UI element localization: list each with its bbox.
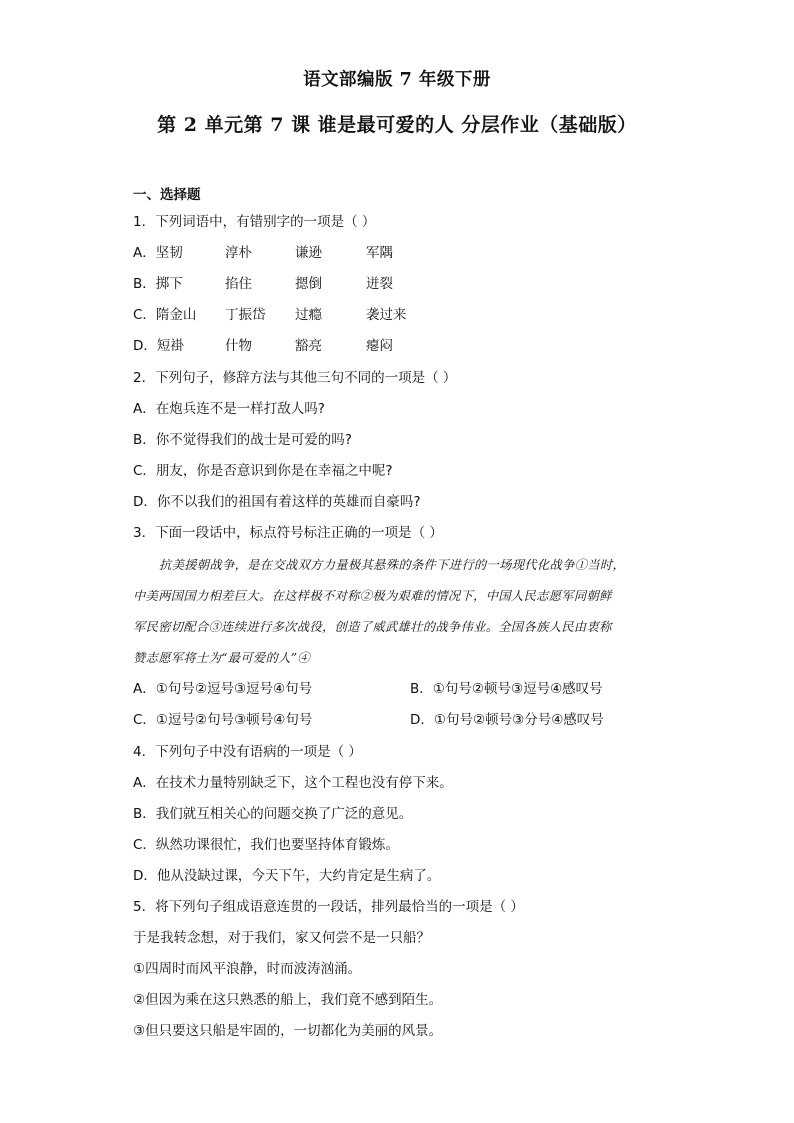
q5-item-2: ②但因为乘在这只熟悉的船上，我们竟不感到陌生。 <box>133 992 443 1008</box>
q1-option-a-word-1: A．坚韧 <box>133 245 183 261</box>
q3-option-a: A．①句号②逗号③逗号④句号 <box>133 681 313 697</box>
q1-option-a-word-3: 谦逊 <box>295 245 322 261</box>
q3-passage-line-4: 赞志愿军将士为“最可爱的人”④ <box>133 651 310 665</box>
document-title: 语文部编版 7 年级下册 <box>303 70 491 90</box>
q3-option-b: B．①句号②顿号③逗号④感叹号 <box>410 681 603 697</box>
question-1-stem: 1．下列词语中，有错别字的一项是（ ） <box>133 214 376 230</box>
q1-option-b-word-1: B．掷下 <box>133 276 183 292</box>
question-4-stem: 4．下列句子中没有语病的一项是（ ） <box>133 744 362 760</box>
question-2-stem: 2．下列句子，修辞方法与其他三句不同的一项是（ ） <box>133 370 457 386</box>
q1-option-c-word-3: 过瘾 <box>295 307 322 323</box>
q4-option-c: C．纵然功课很忙，我们也要坚持体育锻炼。 <box>133 837 399 853</box>
q1-option-d-word-2: 什物 <box>225 338 252 354</box>
q5-lead-sentence: 于是我转念想，对于我们，家又何尝不是一只船？ <box>133 930 430 946</box>
question-3-stem: 3．下面一段话中，标点符号标注正确的一项是（ ） <box>133 525 443 541</box>
q1-option-b-word-3: 摁倒 <box>295 276 322 292</box>
q4-option-d: D．他从没缺过课，今天下午，大约肯定是生病了。 <box>133 868 441 884</box>
q3-option-c: C．①逗号②句号③顿号④句号 <box>133 712 313 728</box>
q2-option-a: A．在炮兵连不是一样打敌人吗? <box>133 401 325 417</box>
q3-option-d: D．①句号②顿号③分号④感叹号 <box>410 712 604 728</box>
q1-option-a-word-2: 淳朴 <box>225 245 252 261</box>
q2-option-b: B．你不觉得我们的战士是可爱的吗? <box>133 432 352 448</box>
q1-option-d-word-3: 豁亮 <box>295 338 322 354</box>
q1-option-a-word-4: 军隅 <box>366 245 393 261</box>
document-subtitle: 第 2 单元第 7 课 谁是最可爱的人 分层作业（基础版） <box>157 114 637 136</box>
q3-passage-line-2: 中美两国国力相差巨大。在这样极不对称②极为艰难的情况下，中国人民志愿军同朝鲜 <box>133 589 612 603</box>
q2-option-d: D．你不以我们的祖国有着这样的英雄而自豪吗? <box>133 494 421 510</box>
q4-option-b: B．我们就互相关心的问题交换了广泛的意见。 <box>133 806 413 822</box>
q1-option-c-word-4: 袭过来 <box>366 307 407 323</box>
q1-option-c-word-1: C．隋金山 <box>133 307 197 323</box>
q5-item-3: ③但只要这只船是牢固的，一切都化为美丽的风景。 <box>133 1023 443 1039</box>
q3-passage-line-3: 军民密切配合③连续进行多次战役，创造了威武雄壮的战争伟业。全国各族人民由衷称 <box>133 620 612 634</box>
q4-option-a: A．在技术力量特别缺乏下，这个工程也没有停下来。 <box>133 775 453 791</box>
q1-option-d-word-4: 瘪闷 <box>366 338 393 354</box>
q1-option-b-word-2: 掐住 <box>225 276 252 292</box>
section-heading: 一、选择题 <box>133 187 201 203</box>
q1-option-c-word-2: 丁振岱 <box>225 307 266 323</box>
q1-option-d-word-1: D．短褂 <box>133 338 184 354</box>
q1-option-b-word-4: 迸裂 <box>366 276 393 292</box>
q5-item-1: ①四周时而风平浪静，时而波涛汹涌。 <box>133 961 362 977</box>
q3-passage-line-1: 抗美援朝战争，是在交战双方力量极其悬殊的条件下进行的一场现代化战争①当时， <box>159 558 626 572</box>
question-5-stem: 5．将下列句子组成语意连贯的一段话，排列最恰当的一项是（ ） <box>133 899 524 915</box>
q2-option-c: C．朋友，你是否意识到你是在幸福之中呢? <box>133 463 393 479</box>
